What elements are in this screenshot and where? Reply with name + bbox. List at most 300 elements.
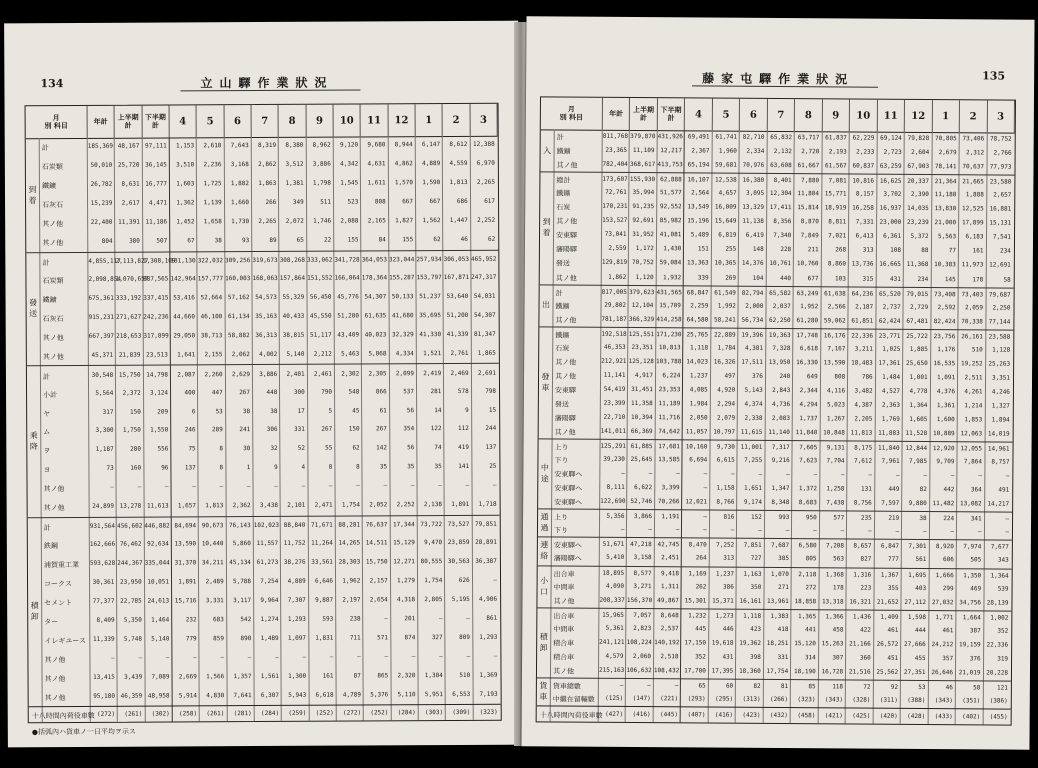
table-cell-value: 4,471 <box>148 199 168 207</box>
table-cell-value: 5,489 <box>690 231 709 239</box>
table-cell-value: 539 <box>997 585 1009 593</box>
table-cell-value: 4,374 <box>744 400 763 408</box>
table-cell-value: 62,250 <box>768 316 791 324</box>
table-cell-value: 4,261 <box>964 388 983 396</box>
table-cell-value: 145 <box>944 275 956 283</box>
table-cell-value: 2,113,827 <box>115 257 149 265</box>
table-cell-value: 15 <box>488 406 497 414</box>
table-cell-value: 16,625 <box>879 177 902 186</box>
table-cell-value: 7,677 <box>990 543 1009 552</box>
table-cell-value: 6,847 <box>880 543 899 551</box>
table-cell-value: (311) <box>879 696 898 704</box>
table-cell-value: 510 <box>459 671 471 679</box>
table-cell-value: 10,365 <box>714 260 737 268</box>
table-cell-value: 13,585 <box>658 456 680 464</box>
table-cell-value: 1,274 <box>260 615 279 623</box>
table-cell-value: 446,882 <box>144 522 170 530</box>
table-cell-value: 1,611 <box>367 179 386 187</box>
table-cell-value: 1,362 <box>176 199 195 207</box>
table-cell-value: 4,376 <box>936 388 956 396</box>
table-cell-value: 1,550 <box>150 426 169 435</box>
table-cell-value: 2,654 <box>369 596 388 604</box>
table-cell-value: 387 <box>969 627 981 635</box>
table-cell-value: 244 <box>485 425 497 433</box>
table-cell-value: 2,259 <box>690 301 709 310</box>
table-cell-value: 308,268 <box>279 256 305 264</box>
table-cell-value: — <box>868 471 873 479</box>
table-cell-value: 422 <box>860 626 871 634</box>
table-cell-value: 317,899 <box>143 332 169 340</box>
table-cell-value: — <box>466 652 471 660</box>
category-label: 積 卸 <box>539 632 548 653</box>
header-month-col: 12 <box>388 104 415 136</box>
table-cell-value: 1,664 <box>962 613 981 622</box>
table-cell-value: 887,565 <box>143 275 169 283</box>
table-cell-value: 82 <box>753 682 761 690</box>
table-cell-value: — <box>383 482 388 490</box>
table-cell-value: 19,618 <box>711 639 734 647</box>
table-cell-value: 2,233 <box>856 148 875 156</box>
table-cell-value: 1,293 <box>479 633 498 641</box>
table-cell-value: 62 <box>487 235 496 243</box>
header-month-col: 8 <box>795 99 823 131</box>
table-cell-value: 56 <box>406 406 415 414</box>
category-label: 出 <box>542 300 551 310</box>
table-cell-value: 45,371 <box>91 351 114 359</box>
table-cell-value: 88 <box>921 247 929 255</box>
table-cell-value: 15,716 <box>174 597 197 605</box>
table-cell-value: 137 <box>184 464 196 472</box>
table-cell-value: 201 <box>404 614 416 623</box>
table-cell-value: 8,356 <box>773 218 792 226</box>
table-cell-value: 4,527 <box>881 387 901 395</box>
header-month-col: 5 <box>713 99 741 131</box>
table-cell-value: 81,347 <box>474 330 496 338</box>
table-cell-value: 1,311 <box>660 582 679 590</box>
table-cell-value: 3,331 <box>205 597 224 605</box>
table-cell-value: 6,819 <box>718 231 737 240</box>
table-cell-value: 447 <box>211 388 223 396</box>
table-cell-value: 2,101 <box>287 501 306 510</box>
table-cell-value: 299 <box>942 584 954 592</box>
table-cell-value: 77,973 <box>989 163 1012 171</box>
row-label: 其ノ他 <box>555 372 577 381</box>
table-cell-value: 15,814 <box>797 204 819 212</box>
table-cell-value: 79,851 <box>475 520 497 529</box>
header-corner-bottom: 別 科目 <box>559 112 584 122</box>
table-cell-value: 13,082 <box>959 500 982 508</box>
table-cell-value: 4 <box>301 464 306 472</box>
table-cell-value: 4,085 <box>689 386 708 394</box>
table-cell-value: 3,512 <box>285 161 304 169</box>
table-cell-value: 6,615 <box>716 456 735 464</box>
table-cell-value: 1,118 <box>743 612 762 620</box>
table-cell-value: 7,704 <box>826 457 845 465</box>
table-cell-value: 7,167 <box>827 345 846 353</box>
table-cell-value: 84,694 <box>174 522 197 530</box>
table-cell-value: 15,649 <box>714 217 737 226</box>
table-cell-value: 2,205 <box>854 415 873 423</box>
table-cell-value: 10,394 <box>630 413 653 422</box>
table-cell-value: 23,399 <box>603 399 626 407</box>
table-cell-value: 11,813 <box>850 429 873 437</box>
table-cell-value: 64,580 <box>686 316 709 324</box>
table-cell-value: 1,169 <box>688 569 707 578</box>
table-cell-value: 65,520 <box>879 290 901 298</box>
table-cell-value: 455 <box>914 654 926 662</box>
table-cell-value: 5,110 <box>397 690 416 698</box>
table-cell-value: 675,361 <box>88 294 114 302</box>
table-cell-value: 7,254 <box>260 577 279 585</box>
table-cell-value: 264 <box>695 554 707 562</box>
table-cell-value: 16,009 <box>714 203 737 211</box>
table-cell-value: 92 <box>890 683 899 691</box>
table-cell-value: 63,608 <box>770 162 792 170</box>
table-cell-value: 350 <box>750 583 762 591</box>
table-cell-value: 1,452 <box>176 218 195 226</box>
table-cell-value: 419 <box>458 444 470 452</box>
table-cell-value: — <box>923 472 927 480</box>
table-cell-value: 272 <box>805 583 817 591</box>
table-cell-value: 12,021 <box>685 498 708 506</box>
table-cell-value: — <box>978 472 982 480</box>
header-month-col: 6 <box>740 99 768 131</box>
table-cell-value: 15,131 <box>989 219 1012 227</box>
table-cell-value: 232 <box>185 616 197 624</box>
table-cell-value: 68,847 <box>686 288 709 297</box>
table-cell-value: 6,622 <box>634 484 653 492</box>
table-cell-value: 15,771 <box>824 190 847 198</box>
table-cell-value: (266) <box>769 695 789 704</box>
table-row <box>28 666 500 687</box>
table-cell-value: 817,005 <box>601 288 627 296</box>
table-cell-value: 80,555 <box>420 558 443 566</box>
table-cell-value: 241,121 <box>599 638 625 646</box>
table-cell-value: 1,798 <box>312 179 331 188</box>
table-cell-value: 235 <box>860 514 872 522</box>
table-cell-value: 2,669 <box>178 672 197 681</box>
table-cell-value: 166,064 <box>334 274 360 282</box>
table-cell-value: 51,200 <box>337 312 359 320</box>
table-cell-value: 808 <box>374 198 386 206</box>
table-cell-value: 178 <box>972 275 984 283</box>
row-label: 其ノ他 <box>555 358 577 367</box>
table-cell-value: 65,832 <box>770 133 792 142</box>
row-label: ヤ <box>43 409 51 418</box>
table-cell-value: 13,329 <box>742 203 765 212</box>
table-cell-value: 1,232 <box>688 612 707 620</box>
footer-value: (421) <box>824 712 843 720</box>
table-cell-value: — <box>110 484 114 492</box>
table-cell-value: 59,062 <box>823 316 846 325</box>
table-header <box>26 104 498 139</box>
table-cell-value: 5,788 <box>232 577 252 586</box>
table-cell-value: 35 <box>407 463 415 471</box>
table-cell-value: 15,709 <box>659 301 681 309</box>
table-cell-value: 22,785 <box>120 597 142 605</box>
table-cell-value: 12,920 <box>932 445 955 453</box>
table-cell-value: 78,141 <box>934 163 957 171</box>
table-cell-value: 7,687 <box>771 542 790 550</box>
table-cell-value: 51,117 <box>310 331 332 339</box>
table-cell-value: 61,549 <box>714 289 736 297</box>
table-cell-value: 79,828 <box>907 134 930 143</box>
table-cell-value: 5,195 <box>451 595 470 603</box>
table-cell-value: 2,805 <box>424 595 443 604</box>
table-cell-value: 2,118 <box>798 570 817 578</box>
table-cell-value: 30 <box>243 445 251 453</box>
table-cell-value: 79,015 <box>906 290 929 298</box>
table-cell-value: 11,482 <box>932 500 955 508</box>
table-cell-value: 8,860 <box>827 260 847 268</box>
table-cell-value: 4,387 <box>854 401 873 409</box>
row-label: 發送 <box>554 400 569 409</box>
table-cell-value: 31,952 <box>632 231 654 239</box>
table-cell-value: — <box>703 484 708 492</box>
table-cell-value: 54,307 <box>473 311 496 319</box>
table-cell-value: 267 <box>376 425 387 433</box>
table-cell-value: 2,132 <box>773 148 792 156</box>
table-cell-value: 1,813 <box>205 502 224 510</box>
table-cell-value: 22,336 <box>986 641 1009 649</box>
row-label: 中間車 <box>553 625 575 634</box>
row-label: 其ノ他 <box>44 655 66 664</box>
table-cell-value: 15,301 <box>684 596 707 605</box>
table-cell-value: 1,827 <box>395 217 414 225</box>
table-cell-value: 103 <box>835 274 846 282</box>
table-cell-value: 10,813 <box>658 343 681 352</box>
table-cell-value: 1,361 <box>936 402 955 410</box>
table-cell-value: 9,730 <box>716 443 735 451</box>
footer-value: (284) <box>397 709 416 717</box>
table-cell-value: — <box>840 471 845 479</box>
table-cell-value: — <box>246 483 251 491</box>
table-cell-value: 400 <box>184 388 196 396</box>
table-cell-value: 3,510 <box>176 161 195 169</box>
table-cell-value: 73,527 <box>447 521 470 529</box>
table-cell-value: 3,351 <box>991 374 1011 382</box>
table-cell-value: 2,559 <box>608 245 627 253</box>
table-cell-value: 160,003 <box>225 275 251 283</box>
table-cell-value: — <box>411 652 416 660</box>
table-cell-value: 31,451 <box>631 385 653 394</box>
table-cell-value: 14 <box>434 406 442 414</box>
table-cell-value: 8 <box>219 464 224 472</box>
table-cell-value: 72,761 <box>605 188 627 197</box>
left-footnote: ●括弧內ハ貨車ノ一日平均ヲ示ス <box>31 727 136 737</box>
table-cell-value: 497 <box>724 372 736 380</box>
table-cell-value: 1,891 <box>451 501 470 509</box>
table-cell-value: 3,300 <box>95 427 114 435</box>
header-corner-top: 月 <box>567 104 575 114</box>
table-cell-value: 35 <box>379 463 388 471</box>
table-cell-value: 2,401 <box>286 370 305 378</box>
table-cell-value: 313 <box>723 555 735 563</box>
table-cell-value: 5,372 <box>910 233 929 241</box>
table-cell-value: 1,267 <box>826 415 845 423</box>
table-cell-value: 8 <box>356 463 360 471</box>
table-cell-value: 20,337 <box>907 178 930 186</box>
table-cell-value: 157,777 <box>197 275 224 283</box>
left-title-underline <box>180 89 360 91</box>
table-cell-value: 1,366 <box>825 613 844 621</box>
table-cell-value: 17 <box>297 407 305 415</box>
row-label: 鉄鋼 <box>43 542 58 551</box>
table-cell-value: 38,276 <box>283 558 306 566</box>
table-cell-value: 25,720 <box>117 162 140 170</box>
table-cell-value: 7,317 <box>771 444 790 452</box>
table-cell-value: 12,063 <box>960 430 983 438</box>
left-table <box>25 103 502 723</box>
table-cell-value: 1,347 <box>771 485 790 493</box>
table-cell-value: 141,011 <box>600 427 626 435</box>
table-cell-value: — <box>247 653 252 661</box>
header-summary-col: 年計 <box>88 106 115 138</box>
table-cell-value: 859 <box>213 634 225 642</box>
header-summary-col: 上半期計 <box>630 98 658 130</box>
table-cell-value: 125,128 <box>628 357 654 365</box>
table-cell-value: 1,695 <box>908 571 927 579</box>
header-month-col: 1 <box>416 104 443 136</box>
footer-value: (303) <box>424 709 444 717</box>
table-cell-value: 5,748 <box>123 635 143 643</box>
table-cell-value: 11,557 <box>256 539 279 548</box>
table-cell-value: 7,851 <box>743 542 762 550</box>
table-cell-value: 46 <box>945 684 953 692</box>
table-cell-value: — <box>439 652 443 660</box>
table-cell-value: 2,098,854 <box>88 275 121 283</box>
table-cell-value: 23,950 <box>119 578 142 586</box>
table-cell-value: 8,577 <box>633 569 652 577</box>
table-cell-value: 1,603 <box>176 180 195 188</box>
table-cell-value: 343 <box>997 557 1009 565</box>
table-cell-value: 70,805 <box>935 135 957 143</box>
table-cell-value: 6,419 <box>745 232 764 240</box>
table-cell-value: 255 <box>725 246 737 254</box>
table-cell-value: 40,023 <box>364 331 387 339</box>
table-cell-value: 7,252 <box>716 541 735 550</box>
table-cell-value: 11,189 <box>658 400 681 408</box>
table-cell-value: 403 <box>915 584 927 592</box>
row-label: ヨ <box>43 466 51 475</box>
table-cell-value: 8,470 <box>688 541 707 549</box>
table-cell-value: 366,329 <box>628 315 655 323</box>
table-cell-value: 56,450 <box>309 293 332 301</box>
table-cell-value: — <box>492 482 497 490</box>
table-cell-value: 1,932 <box>663 273 682 281</box>
table-cell-value: 14,265 <box>338 539 361 547</box>
table-cell-value: 3,886 <box>312 161 331 169</box>
table-cell-value: 185,369 <box>87 143 114 151</box>
table-cell-value: 331 <box>294 426 305 434</box>
table-cell-value: 56,734 <box>741 316 764 324</box>
table-cell-value: 491 <box>998 486 1010 494</box>
table-cell-value: 3,438 <box>259 502 278 510</box>
table-cell-value: 15,263 <box>821 640 844 648</box>
footer-value: (425) <box>852 712 871 720</box>
table-cell-value: 441 <box>805 625 817 633</box>
row-label: 下り <box>554 456 569 465</box>
row-label: 計 <box>41 144 49 153</box>
table-cell-value: 90,673 <box>201 522 224 530</box>
footer-value: (272) <box>96 710 116 718</box>
table-row <box>28 628 500 649</box>
table-cell-value: 15,120 <box>794 639 816 648</box>
table-cell-value: 21,652 <box>876 598 899 606</box>
table-cell-value: 2,197 <box>342 596 361 604</box>
table-cell-value: 2,250 <box>992 304 1011 312</box>
table-cell-value: 5,140 <box>286 350 305 358</box>
table-cell-value: 76,143 <box>229 522 251 530</box>
table-cell-value: 79,687 <box>988 291 1011 299</box>
table-cell-value: 1,187 <box>95 446 114 454</box>
table-row <box>26 193 498 214</box>
row-label: 石灰石 <box>42 201 64 210</box>
table-cell-value: 70,266 <box>657 498 680 506</box>
table-cell-value: 4,778 <box>909 387 928 395</box>
table-cell-value: 3,095 <box>746 189 765 198</box>
table-cell-value: 11,180 <box>934 191 957 199</box>
table-cell-value: 510 <box>971 346 983 354</box>
table-cell-value: — <box>384 615 388 623</box>
table-cell-value: 1,813 <box>449 179 468 187</box>
table-cell-value: 1,545 <box>340 179 359 187</box>
table-cell-value: 1,605 <box>909 415 928 424</box>
table-cell-value: 915,231 <box>88 313 114 321</box>
table-cell-value: 11,109 <box>632 147 655 155</box>
table-cell-value: 1,600 <box>936 416 955 424</box>
table-cell-value: 257,934 <box>416 256 442 264</box>
table-cell-value: 55 <box>325 445 333 453</box>
table-cell-value: 7,438 <box>826 499 845 507</box>
table-cell-value: 5 <box>328 407 333 415</box>
table-cell-value: 61 <box>379 406 387 414</box>
table-cell-value: 168,063 <box>252 274 278 283</box>
table-cell-value: 58 <box>973 684 981 692</box>
table-cell-value: 1,367 <box>880 571 899 579</box>
table-cell-value: 2,059 <box>964 303 984 312</box>
table-cell-value: 364 <box>970 486 982 494</box>
table-cell-value: 2,592 <box>937 303 956 311</box>
table-cell-value: 711 <box>349 634 361 642</box>
table-cell-value: 300 <box>293 388 305 396</box>
category-label: 發 車 <box>541 372 550 393</box>
table-cell-value: 418 <box>777 625 789 633</box>
table-cell-value: (388) <box>907 696 926 704</box>
table-cell-value: 15,371 <box>712 597 734 605</box>
table-cell-value: 51,200 <box>446 311 469 319</box>
table-cell-value: 537 <box>403 387 415 395</box>
table-cell-value: 69,124 <box>880 134 902 142</box>
table-cell-value: 11,358 <box>631 399 653 408</box>
header-month-col: 9 <box>822 99 850 131</box>
table-cell-value: 24,899 <box>92 502 114 511</box>
table-cell-value: 27,112 <box>904 598 927 606</box>
row-label: 鐵鑛 <box>556 147 571 156</box>
table-cell-value: 7,623 <box>799 457 818 465</box>
table-cell-value: 1,191 <box>661 513 680 521</box>
table-cell-value: 2,060 <box>632 652 652 660</box>
table-cell-value: 228 <box>780 246 792 254</box>
row-label: 小計 <box>43 390 58 399</box>
row-label: 發送 <box>555 259 570 268</box>
table-cell-value: — <box>675 526 680 534</box>
table-cell-value: 1,769 <box>881 415 900 423</box>
table-cell-value: 1,865 <box>477 349 496 357</box>
table-cell-value: 1,430 <box>663 245 682 253</box>
table-cell-value: 28,139 <box>986 599 1009 607</box>
header-month-col: 11 <box>361 104 388 136</box>
